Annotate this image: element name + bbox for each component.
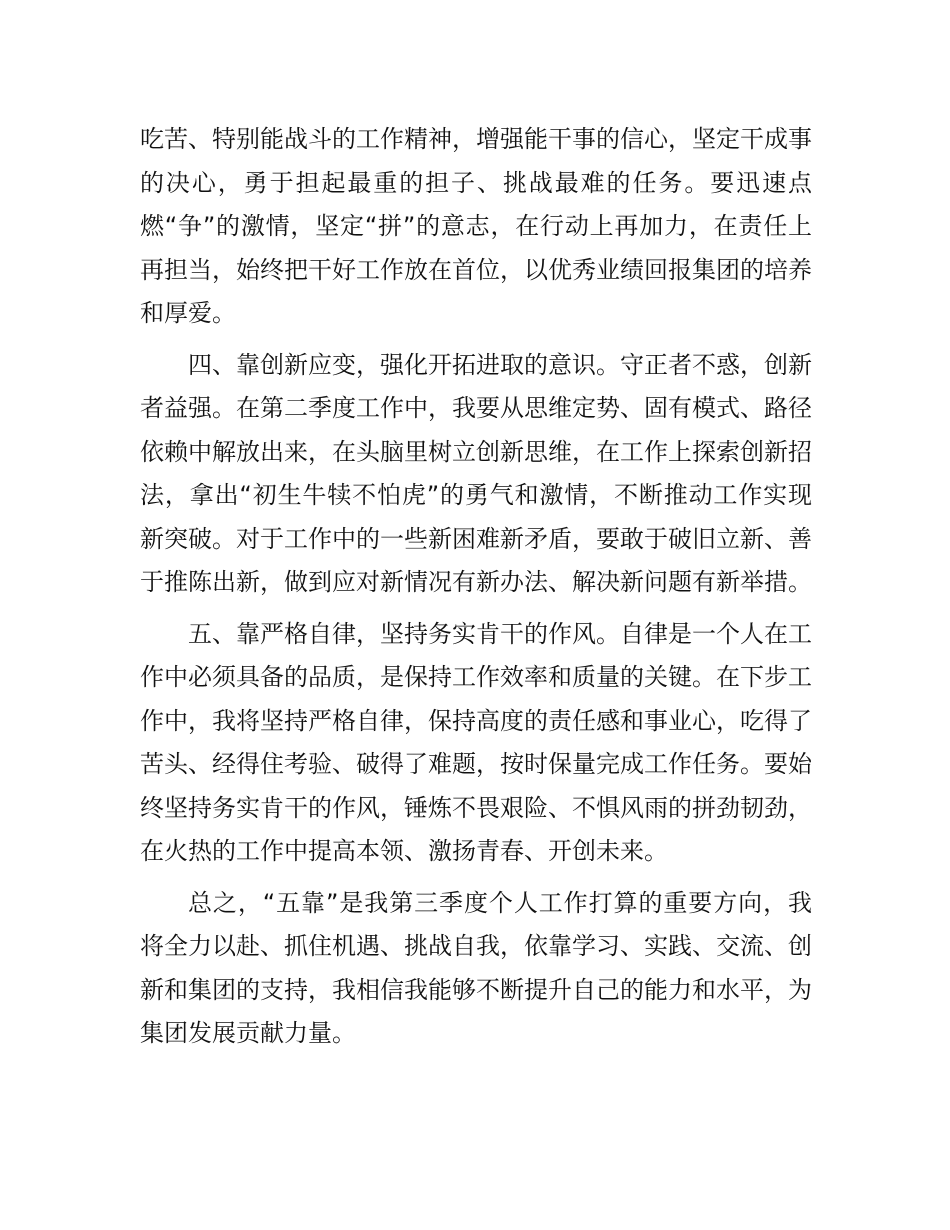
paragraph-section-five: 五、靠严格自律，坚持务实肯干的作风。自律是一个人在工作中必须具备的品质，是保持工作效率和质量的关键。在下步工作中，我将坚持严格自律，保持高度的责任感和事业心，吃得了苦头、经得住考验、破得了难题，按时保量完成工作任务。要始终坚持务实肯干的作风，锤炼不畏艰险、不惧风雨的拼劲韧劲，在火热的工作中提高本领、激扬青春、开创未来。 <box>140 619 812 865</box>
paragraph-continuation: 吃苦、特别能战斗的工作精神，增强能干事的信心，坚定干成事的决心，勇于担起最重的担子、挑战最难的任务。要迅速点燃“争”的激情，坚定“拼”的意志，在行动上再加力，在责任上再担当，始终把干好工作放在首位，以优秀业绩回报集团的培养和厚爱。 <box>140 125 812 327</box>
paragraph-section-four: 四、靠创新应变，强化开拓进取的意识。守正者不惑，创新者益强。在第二季度工作中，我要从思维定势、固有模式、路径依赖中解放出来，在头脑里树立创新思维，在工作上探索创新招法，拿出“初生牛犊不怕虎”的勇气和激情，不断推动工作实现新突破。对于工作中的一些新困难新矛盾，要敢于破旧立新、善于推陈出新，做到应对新情况有新办法、解决新问题有新举措。 <box>140 350 812 596</box>
document-body <box>140 118 812 1056</box>
paragraph-conclusion: 总之，“五靠”是我第三季度个人工作打算的重要方向，我将全力以赴、抓住机遇、挑战自我，依靠学习、实践、交流、创新和集团的支持，我相信我能够不断提升自己的能力和水平，为集团发展贡献力量。 <box>140 888 812 1047</box>
